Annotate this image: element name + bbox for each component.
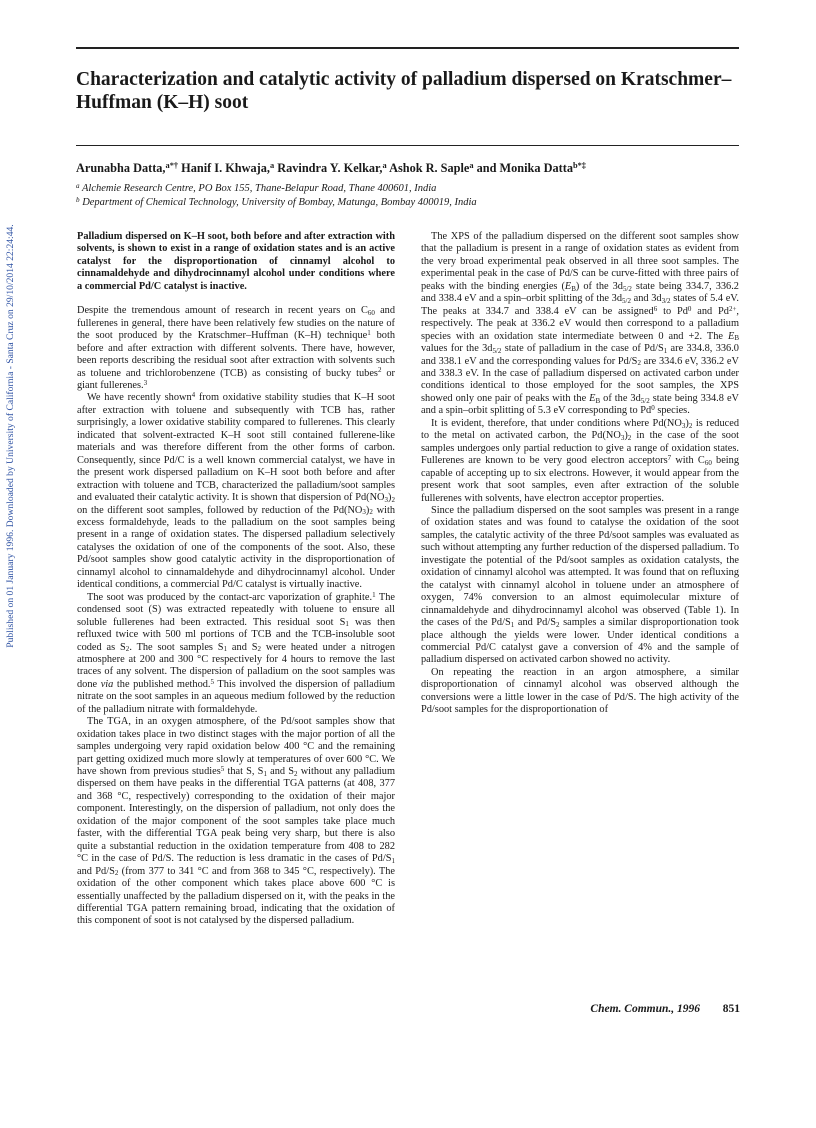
paragraph-2: We have recently shown$^4$ from oxidative stability studies that K–H soot after extraction with toluene and subsequently with TCB has, rather surprisingly, a lower oxidative stability compared to fullerenes. This clearly indicated that solvent-extracted K–H soot still contained fullerene-like materials and was therefore different from the other forms of carbon. Consequently, since Pd/C is a well known commercial catalyst, we have in the present work dispersed palladium on K–H soot both before and after extraction with toluene and TCB, characterized the palladium/soot samples and evaluated their catalytic activity. It is shown that dispersion of $Pd(NO_3)_2$ on the different soot samples, followed by reduction of the $Pd(NO_3)_2$ with excess formaldehyde, leads to the palladium on the soot samples being present in a range of oxidation states. The dispersed palladium selectively catalyses the oxidation of one of the components of the soot. Also, these Pd/soot samples show good catalytic activity in the disproportionation of cinnamyl alcohol to cinnamaldehyde and dihydrocinnamyl alcohol. Under identical conditions, a commercial Pd/C catalyst is virtually inactive. [77, 391, 395, 591]
author-mark: a [269, 161, 275, 171]
journal-citation: Chem. Commun., 1996 [590, 1003, 700, 1015]
header-rule [76, 47, 739, 49]
author-name: Arunabha Datta, [76, 161, 166, 175]
affiliation-mark: a [76, 181, 80, 190]
affiliation-text: Alchemie Research Centre, PO Box 155, Thane-Belapur Road, Thane 400601, India [82, 183, 437, 194]
author-list [76, 161, 736, 176]
affiliation-a [76, 182, 736, 195]
right-column [421, 231, 739, 981]
paragraph-7: Since the palladium dispersed on the soot samples was present in a range of oxidation states and was found to catalyse the oxidation of the soot samples, the catalytic activity of the three Pd/soot samples was evaluated as such without attempting any further reduction of the dispersed palladium. To investigate the potential of the Pd/soot samples as oxidation catalysts, the oxidation of cinnamyl alcohol was attempted. It was found that on refluxing the catalyst with cinnamyl alcohol in toluene under an atmosphere of oxygen, 74% conversion to an almost equimolecular mixture of cinnamaldehyde and dihydrocinnamyl alcohol was observed (Table 1). In the cases of the $Pd/S_1$ and $Pd/S_2$ samples a similar disproportionation took place although the yields were lower. Under identical conditions a commercial Pd/C catalyst gave a conversion of 4% and the sample of palladium dispersed on activated carbon showed no activity. [421, 504, 739, 666]
affiliation-b [76, 196, 736, 209]
affiliation-text: Department of Chemical Technology, University of Bombay, Matunga, Bombay 400019, India [82, 197, 477, 208]
author-mark: a [469, 161, 474, 171]
paragraph-1: Despite the tremendous amount of research in recent years on $C_{60}$ and fullerenes in general, there have been relatively few studies on the nature of the soot produced by the Kratschmer–Huffman (K–H) technique$^1$ both before and after extraction with different solvents. There have, however, been reports describing the residual soot after extraction with solvents such as toluene and trichlorobenzene (TCB) as consisting of bucky tubes$^2$ or giant fullerenes.$^3$ [77, 305, 395, 391]
author-name: and Monika Datta [476, 161, 573, 175]
affiliation-mark: b [76, 195, 80, 204]
title-rule [76, 145, 739, 146]
article-title: Characterization and catalytic activity of palladium dispersed on Kratschmer–Huffman (K–H) soot [76, 69, 732, 113]
author-mark: b*‡ [572, 161, 586, 171]
author-name: Ravindra Y. Kelkar, [277, 161, 383, 175]
left-column [77, 231, 395, 981]
paragraph-5: The XPS of the palladium dispersed on the different soot samples show that the palladium is present in a range of oxidation states as evident from the very broad experimental peak observed in all three soot samples. The experimental peak in the case of Pd/S can be curve-fitted with three pairs of peaks with the binding energies $(E_B)$ of the $3d_{5/2}$ state being 334.7, 336.2 and 338.4 eV and a spin–orbit splitting of the $3d_{5/2}$ and $3d_{3/2}$ states of 5.4 eV. The peaks at 334.7 and 338.4 eV can be assigned$^6$ to Pd$^0$ and $Pd^{2+}$, respectively. The peak at 336.2 eV would then correspond to a palladium species with an oxidation state intermediate between 0 and +2. The $E_B$ values for the $3d_{5/2}$ state of palladium in the case of $Pd/S_1$ are 334.8, 336.0 and 338.1 eV and the corresponding values for $Pd/S_2$ are 334.6 eV, 336.2 eV and 338.3 eV. In the case of palladium dispersed on activated carbon under conditions identical to those employed for the soot samples, the XPS showed only one pair of peaks with the $E_B$ of the $3d_{5/2}$ state being 334.8 eV and a spin–orbit splitting of 5.3 eV corresponding to Pd$^0$ species. [421, 231, 739, 417]
paragraph-3: The soot was produced by the contact-arc vaporization of graphite.$^1$ The condensed soot (S) was extracted repeatedly with toluene to ensure all soluble fullerenes had been extracted. This residual soot $S_1$ was then refluxed twice with 500 ml portions of TCB and the TCB-insoluble soot coded as $S_2$. The soot samples $S_1$ and $S_2$ were heated under a nitrogen atmosphere at 200 and 300 °C respectively for 4 hours to remove the last traces of any solvent. The dispersion of palladium on the soot samples was done via the published method.$^5$ This involved the dispersion of palladium nitrate on the soot samples in an aqueous medium followed by the reduction of the palladium nitrate with formaldehyde. [77, 590, 395, 715]
paragraph-4: The TGA, in an oxygen atmosphere, of the Pd/soot samples show that oxidation takes place in two distinct stages with the major portion of all the samples undergoing very rapid oxidation below 400 °C and the remaining part getting oxidized much more slowly at temperatures of over 600 °C. We have shown from previous studies$^5$ that S, $S_1$ and $S_2$ without any palladium dispersed on them have peaks in the differential TGA patterns (at 408, 377 and 368 °C, respectively) corresponding to the oxidation of their major component. Interestingly, on the dispersion of palladium, not only does the oxidation of the major component of the soot samples take place much faster, with the differential TGA peak being very sharp, but there is also quite a substantial reduction in the oxidation temperature from 408 to 282 °C in the case of Pd/S. The reduction is less dramatic in the cases of $Pd/S_1$ and $Pd/S_2$ (from 377 to 341 °C and from 368 to 345 °C, respectively). The oxidation of the other component which takes place above 600 °C is essentially unaffected by the palladium dispersed on it, with the peaks in the differential TGA pattern remaining broad, indicating that the oxidation of this component of soot is not catalysed by the dispersed palladium. [77, 716, 395, 927]
abstract: Palladium dispersed on K–H soot, both before and after extraction with solvents, is shown to exist in a range of oxidation states and is an active catalyst for the disproportionation of cinnamyl alcohol to cinnamaldehyde and dihydrocinnamyl alcohol under conditions where a commercial Pd/C catalyst is inactive. [77, 231, 395, 292]
author-name: Ashok R. Saple [389, 161, 470, 175]
author-name: Hanif I. Khwaja, [181, 161, 270, 175]
author-mark: a*† [165, 161, 179, 171]
page-number: 851 [722, 1003, 740, 1015]
paragraph-8: On repeating the reaction in an argon atmosphere, a similar disproportionation of cinnamyl alcohol was observed although the conversions were a little lower in the case of Pd/S. The high activity of the Pd/soot samples for the disproportionation of [421, 666, 739, 716]
author-mark: a [382, 161, 387, 171]
paragraph-6: It is evident, therefore, that under conditions where $Pd(NO_3)_2$ is reduced to the metal on activated carbon, the $Pd(NO_3)_2$ in the case of the soot samples undergoes only partial reduction to give a range of oxidation states. Fullerenes are known to be very good electron acceptors$^7$ with $C_{60}$ being capable of accepting up to six electrons. However, it would appear from the present work that soot samples, even after extraction of the soluble fullerenes with solvents, have electron acceptor properties. [421, 417, 739, 504]
download-watermark: Published on 01 January 1996. Downloaded by University of California - Santa Cruz on 29/10/2014 22:24:44. [5, 224, 16, 648]
